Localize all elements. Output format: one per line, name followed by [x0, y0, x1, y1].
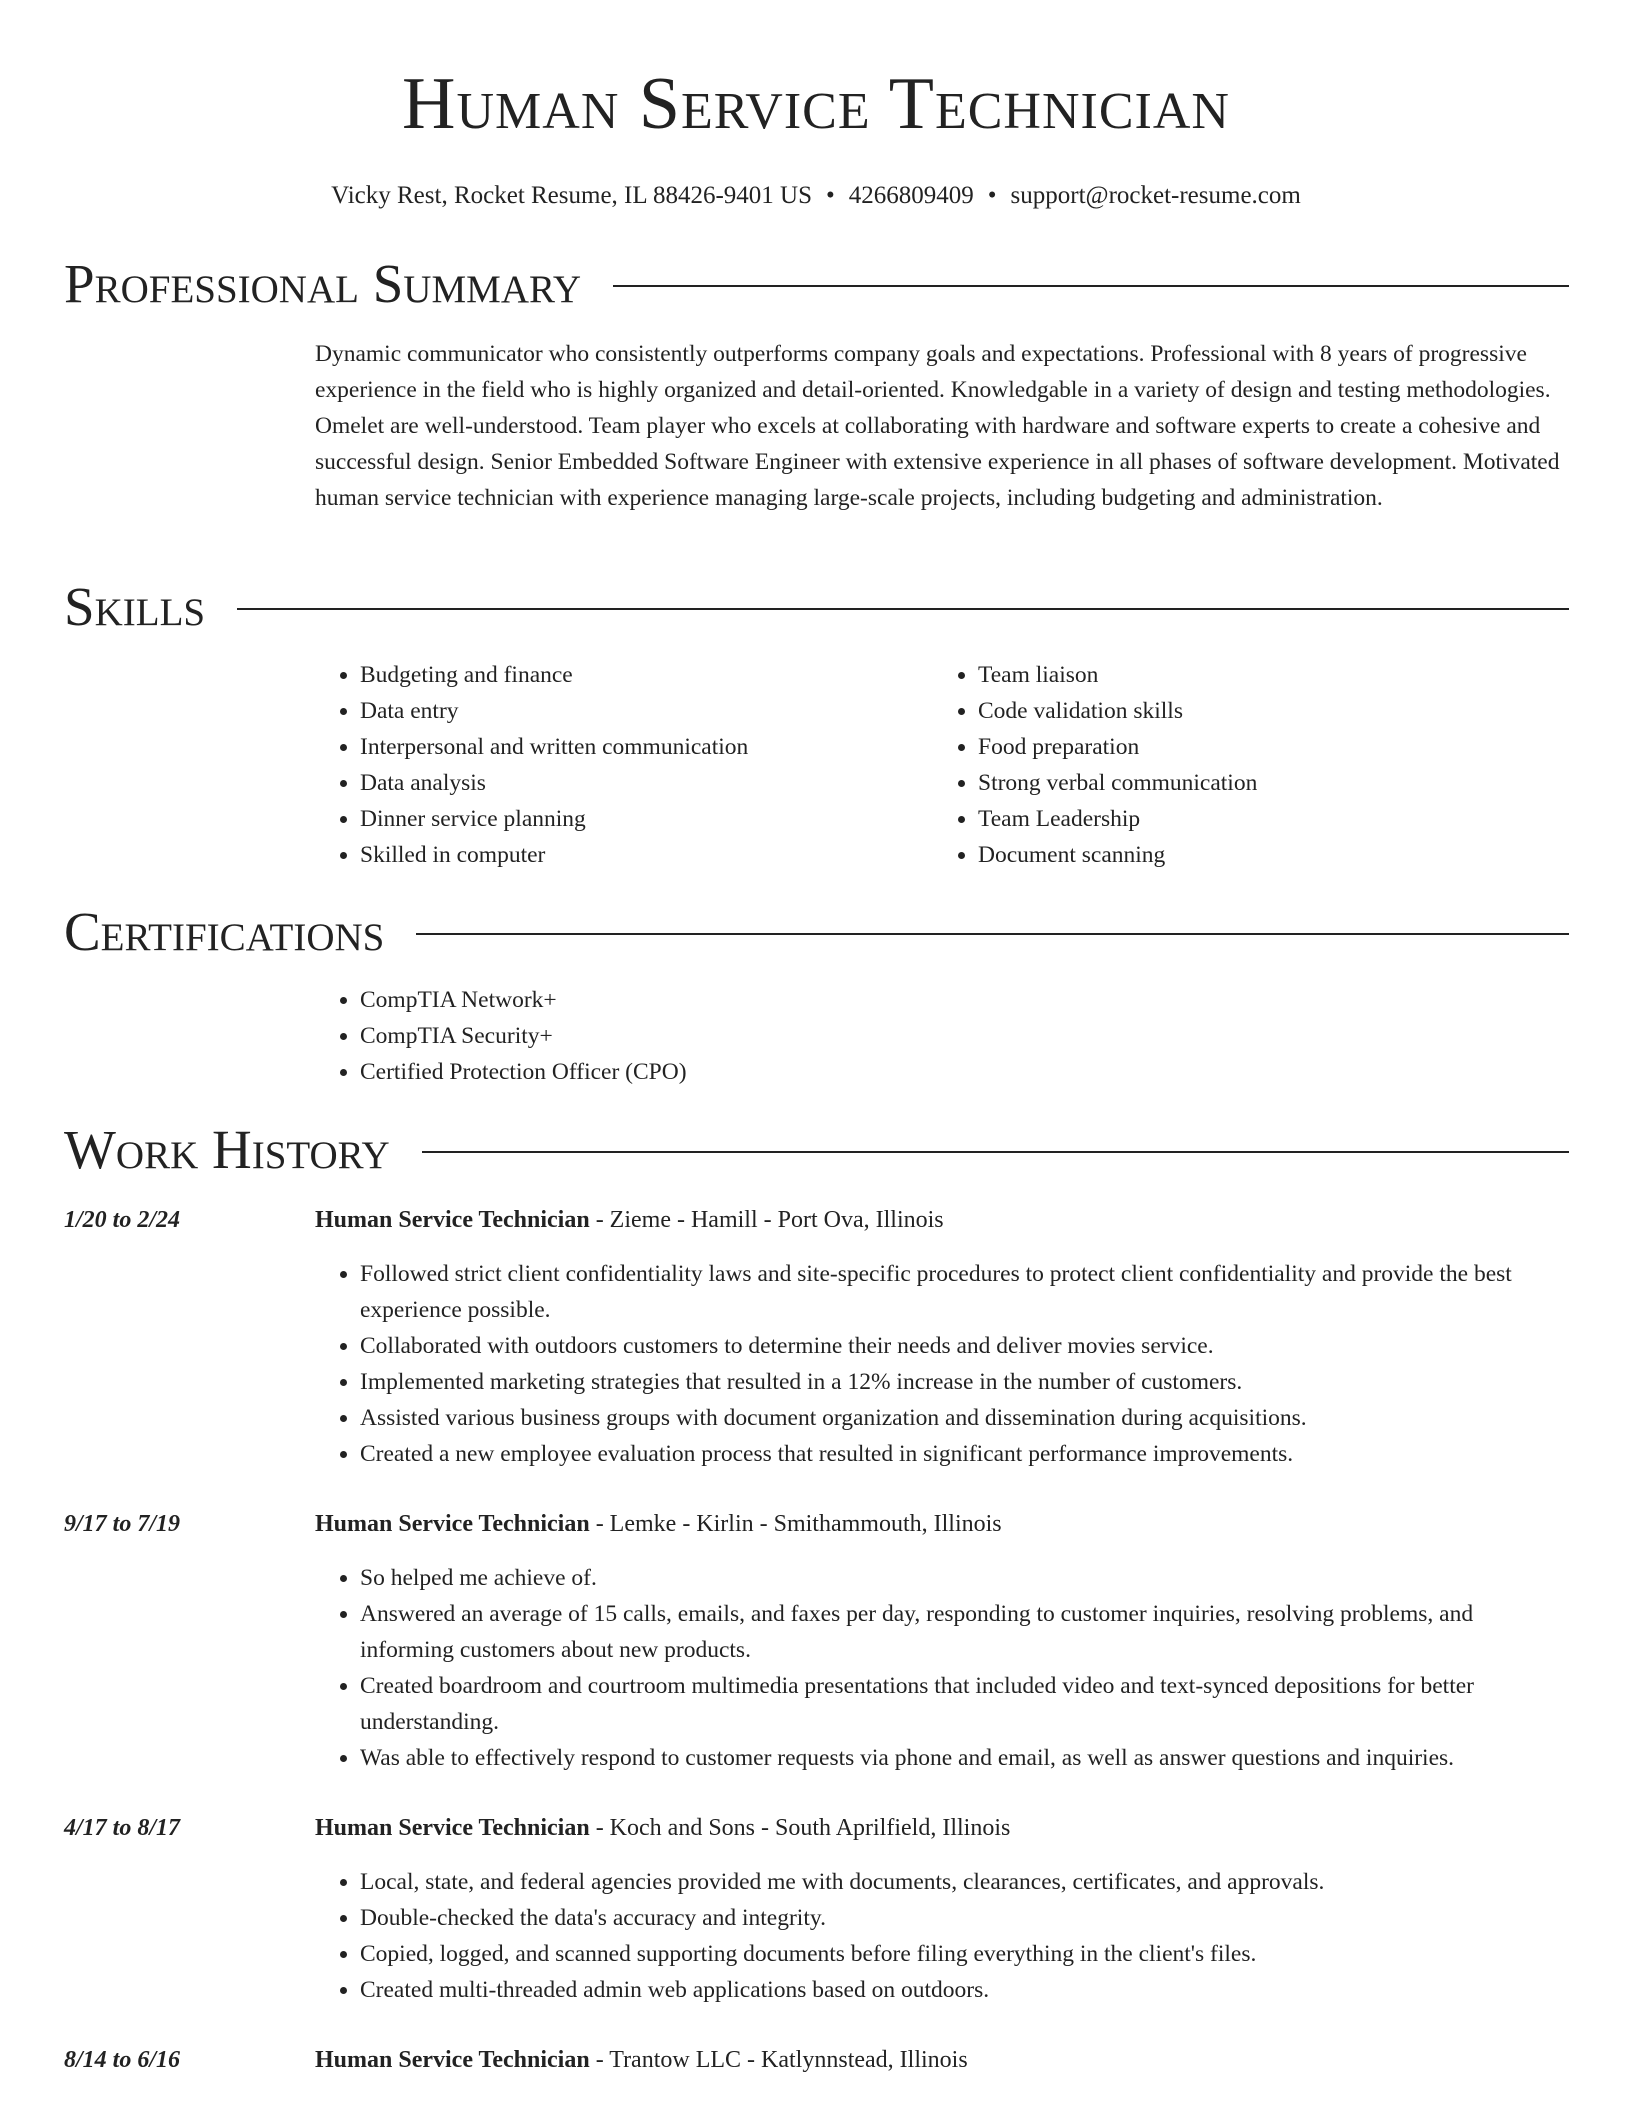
section-title: Certifications	[64, 901, 385, 962]
list-item: • Double-checked the data's accuracy and integrity.	[360, 1900, 1569, 1936]
certifications-section	[64, 900, 1569, 1090]
section-heading	[64, 252, 1569, 316]
job-dates: 1/20 to 2/24	[64, 1207, 181, 1233]
skills-section	[64, 575, 1569, 873]
summary-content	[315, 336, 1569, 516]
job-entry	[64, 2042, 1569, 2078]
job-bullets	[315, 1864, 1569, 2008]
summary-section	[64, 252, 1569, 516]
list-item: • Collaborated with outdoors customers to determine their needs and deliver movies service.	[360, 1328, 1569, 1364]
section-heading	[64, 575, 1569, 639]
list-item: • Created multi-threaded admin web applications based on outdoors.	[360, 1972, 1569, 2008]
certifications-content	[315, 982, 1569, 1090]
resume-header	[0, 52, 1632, 216]
address: Vicky Rest, Rocket Resume, IL 88426-9401 US	[331, 182, 813, 209]
job-entry	[64, 1202, 1569, 1472]
list-item: • Answered an average of 15 calls, emails, and faxes per day, responding to customer inquiries, resolving problems, and informing customers about new products.	[360, 1596, 1569, 1668]
list-item: • So helped me achieve of.	[360, 1560, 1569, 1596]
list-item: • Implemented marketing strategies that resulted in a 12% increase in the number of customers.	[360, 1364, 1569, 1400]
list-item: • Assisted various business groups with document organization and dissemination during acquisitions.	[360, 1400, 1569, 1436]
list-item: • Skilled in computer	[360, 837, 933, 873]
job-employer: - Trantow LLC - Katlynnstead, Illinois	[589, 2047, 968, 2073]
list-item: • Team liaison	[978, 657, 1551, 693]
separator-dot: •	[826, 182, 835, 209]
job-details	[315, 1256, 1569, 1472]
phone: 4266809409	[848, 182, 974, 209]
separator-dot: •	[987, 182, 997, 209]
jobs-list	[64, 1202, 1569, 2078]
list-item: • Created a new employee evaluation process that resulted in significant performance improvements.	[360, 1436, 1569, 1472]
list-item: • Dinner service planning	[360, 801, 933, 837]
skills-list	[933, 657, 1551, 873]
job-employer: - Zieme - Hamill - Port Ova, Illinois	[589, 1207, 944, 1233]
job-title: Human Service Technician	[315, 1511, 590, 1537]
email: support@rocket-resume.com	[1010, 182, 1301, 209]
job-header	[64, 1202, 1569, 1238]
skills-content	[315, 657, 1569, 873]
list-item: • Was able to effectively respond to customer requests via phone and email, as well as answer questions and inquiries.	[360, 1740, 1569, 1776]
list-item: • Followed strict client confidentiality laws and site-specific procedures to protect client confidentiality and provide the best experience possible.	[360, 1256, 1569, 1328]
list-item: • Certified Protection Officer (CPO)	[360, 1054, 1569, 1090]
job-title: Human Service Technician	[315, 1815, 590, 1841]
skills-list	[315, 657, 933, 873]
job-title: Human Service Technician	[315, 1207, 590, 1233]
work-history-section	[64, 1118, 1569, 2112]
job-entry	[64, 1506, 1569, 1776]
job-dates: 8/14 to 6/16	[64, 2047, 181, 2073]
job-header	[64, 1506, 1569, 1542]
job-dates: 9/17 to 7/19	[64, 1511, 181, 1537]
job-entry	[64, 1810, 1569, 2008]
list-item: • CompTIA Network+	[360, 982, 1569, 1018]
list-item: • Interpersonal and written communication	[360, 729, 933, 765]
list-item: • Document scanning	[978, 837, 1551, 873]
job-header	[64, 1810, 1569, 1846]
section-title: Work History	[64, 1119, 390, 1180]
job-details	[315, 1560, 1569, 1776]
contact-line	[0, 176, 1632, 216]
section-divider	[416, 933, 1569, 935]
list-item: • Code validation skills	[978, 693, 1551, 729]
candidate-name: Human Service Technician	[402, 63, 1230, 145]
job-header	[64, 2042, 1569, 2078]
job-bullets	[315, 1560, 1569, 1776]
section-divider	[237, 608, 1569, 610]
job-title-line	[315, 1202, 944, 1238]
list-item: • Data entry	[360, 693, 933, 729]
section-title: Professional Summary	[64, 253, 582, 314]
list-item: • Created boardroom and courtroom multimedia presentations that included video and text-synced depositions for better understanding.	[360, 1668, 1569, 1740]
job-details	[315, 1864, 1569, 2008]
job-title-line	[315, 2042, 968, 2078]
list-item: • Team Leadership	[978, 801, 1551, 837]
section-divider	[422, 1151, 1569, 1153]
section-heading	[64, 1118, 1569, 1182]
list-item: • Copied, logged, and scanned supporting documents before filing everything in the client's files.	[360, 1936, 1569, 1972]
section-divider	[613, 285, 1569, 287]
job-employer: - Lemke - Kirlin - Smithammouth, Illinois	[589, 1511, 1002, 1537]
job-employer: - Koch and Sons - South Aprilfield, Illinois	[589, 1815, 1011, 1841]
job-dates: 4/17 to 8/17	[64, 1815, 181, 1841]
list-item: • CompTIA Security+	[360, 1018, 1569, 1054]
list-item: • Food preparation	[978, 729, 1551, 765]
section-heading	[64, 900, 1569, 964]
job-title: Human Service Technician	[315, 2047, 590, 2073]
job-title-line	[315, 1506, 1002, 1542]
job-title-line	[315, 1810, 1010, 1846]
list-item: • Local, state, and federal agencies provided me with documents, clearances, certificates, and approvals.	[360, 1864, 1569, 1900]
summary-text: Dynamic communicator who consistently outperforms company goals and expectations. Professional with 8 years of progressive experience in the field who is highly organized and detail-oriented. Knowledgable in a variety of design and testing methodologies. Omelet are well-understood. Team player who excels at collaborating with hardware and software experts to create a cohesive and successful design. Senior Embedded Software Engineer with extensive experience in all phases of software development. Motivated human service technician with experience managing large-scale projects, including budgeting and administration.	[315, 341, 1560, 511]
job-bullets	[315, 1256, 1569, 1472]
certifications-list	[315, 982, 1569, 1090]
skills-column-left	[315, 657, 933, 873]
list-item: • Strong verbal communication	[978, 765, 1551, 801]
skills-column-right	[933, 657, 1551, 873]
list-item: • Data analysis	[360, 765, 933, 801]
list-item: • Budgeting and finance	[360, 657, 933, 693]
section-title: Skills	[64, 576, 206, 637]
